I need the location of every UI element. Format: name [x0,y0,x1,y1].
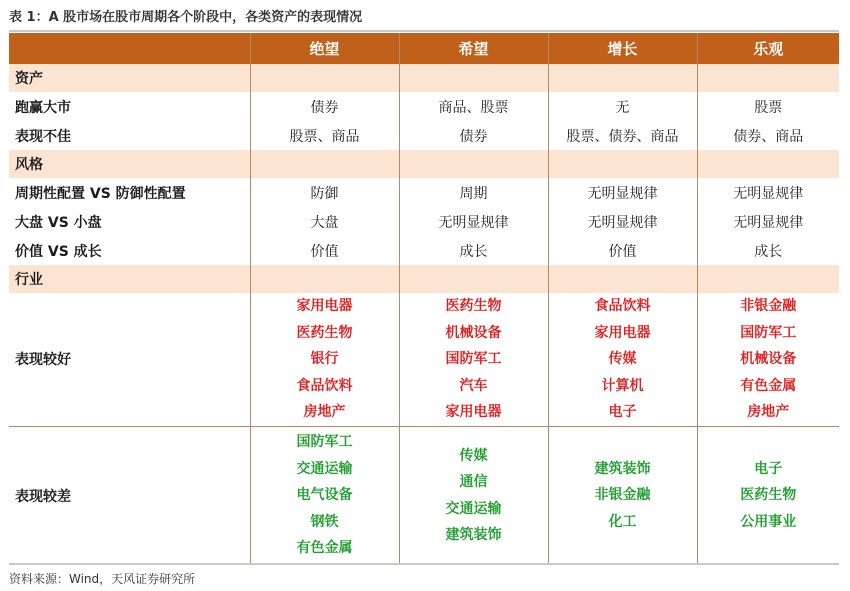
industry-item: 房地产 [303,404,346,420]
industry-item: 非银金融 [594,487,651,504]
table-cell: 无明显规律 [399,207,548,236]
table-cell: 股票、商品 [250,121,399,150]
section-label: 风格 [9,150,250,178]
industry-item: 建筑装饰 [594,460,651,477]
table-cell: 无明显规律 [733,214,804,231]
industry-item: 食品饮料 [594,298,651,314]
industry-item: 机械设备 [740,351,797,367]
industry-item: 有色金属 [740,377,797,394]
header-corner [9,33,250,64]
table-cell: 债券、商品 [733,128,804,145]
industry-item: 交通运输 [445,500,502,517]
industry-item: 家用电器 [296,298,353,314]
industry-item: 汽车 [459,377,488,394]
industry-item: 建筑装饰 [445,527,502,543]
table-cell: 无明显规律 [548,207,697,236]
table-cell: 商品、股票 [399,92,548,121]
section-style [9,150,839,178]
industry-item: 房地产 [747,404,790,420]
industry-row-outperform [9,293,839,426]
industry-item: 电气设备 [296,487,353,504]
industry-item: 国防军工 [296,434,353,451]
header-despair: 绝望 [250,33,399,64]
industry-item: 钢铁 [310,513,339,530]
row-label: 周期性配置 VS 防御性配置 [9,178,250,207]
table-cell: 债券 [250,92,399,121]
header-hope: 希望 [399,33,548,64]
industry-item: 机械设备 [445,324,502,341]
header-growth: 增长 [548,33,697,64]
header-row [9,33,839,64]
table-row [9,178,839,207]
top-rule [9,30,839,32]
industry-item: 电子 [754,460,783,477]
industry-item: 国防军工 [740,324,797,341]
industry-item: 非银金融 [740,298,797,314]
industry-item: 有色金属 [296,540,353,557]
industry-list [548,293,697,426]
table-cell: 防御 [250,178,399,207]
industry-row-underperform [9,426,839,565]
industry-item: 银行 [310,351,339,367]
industry-list [697,426,839,565]
table-cell: 无明显规律 [548,178,697,207]
asset-cycle-table [9,33,839,565]
table-cell: 无 [548,92,697,121]
header-optimism: 乐观 [697,33,839,64]
industry-item: 传媒 [459,447,488,464]
industry-item: 电子 [608,404,637,420]
table-cell: 债券 [399,121,548,150]
table-cell: 价值 [548,236,697,265]
industry-item: 医药生物 [740,487,797,504]
section-assets [9,64,839,92]
row-label: 表现不佳 [9,121,250,150]
industry-list [399,426,548,565]
table-caption: 表 1：A 股市场在股市周期各个阶段中，各类资产的表现情况 [9,10,363,25]
industry-item: 国防军工 [445,351,502,367]
row-label: 跑赢大市 [9,92,250,121]
industry-list [399,293,548,426]
table-cell: 成长 [399,236,548,265]
industry-item: 通信 [459,474,488,490]
industry-item: 公用事业 [740,513,797,530]
table-row [9,92,839,121]
bottom-rule [9,563,839,565]
industry-item: 化工 [608,513,637,530]
source-note: 资料来源：Wind，天风证券研究所 [9,572,196,586]
row-label: 大盘 VS 小盘 [9,207,250,236]
row-label: 表现较差 [9,426,250,565]
industry-item: 食品饮料 [296,377,353,394]
table-cell: 价值 [250,236,399,265]
industry-item: 传媒 [608,351,637,367]
row-label: 表现较好 [9,293,250,426]
industry-list [697,293,839,426]
table-row [9,236,839,265]
industry-list [548,426,697,565]
industry-item: 医药生物 [445,298,502,314]
table-cell: 周期 [399,178,548,207]
industry-item: 家用电器 [445,404,502,420]
row-label: 价值 VS 成长 [9,236,250,265]
industry-item: 计算机 [601,377,644,394]
section-label: 行业 [9,265,250,293]
table-row [9,207,839,236]
table-row [9,121,839,150]
industry-list [250,426,399,565]
section-label: 资产 [9,64,250,92]
table-cell: 成长 [754,243,783,260]
industry-item: 交通运输 [296,460,353,477]
table-cell: 大盘 [250,207,399,236]
industry-item: 医药生物 [296,324,353,341]
table-cell: 股票、债券、商品 [548,121,697,150]
industry-item: 家用电器 [594,324,651,341]
section-industry [9,265,839,293]
industry-list [250,293,399,426]
table-cell: 股票 [754,99,783,116]
table-cell: 无明显规律 [733,185,804,202]
